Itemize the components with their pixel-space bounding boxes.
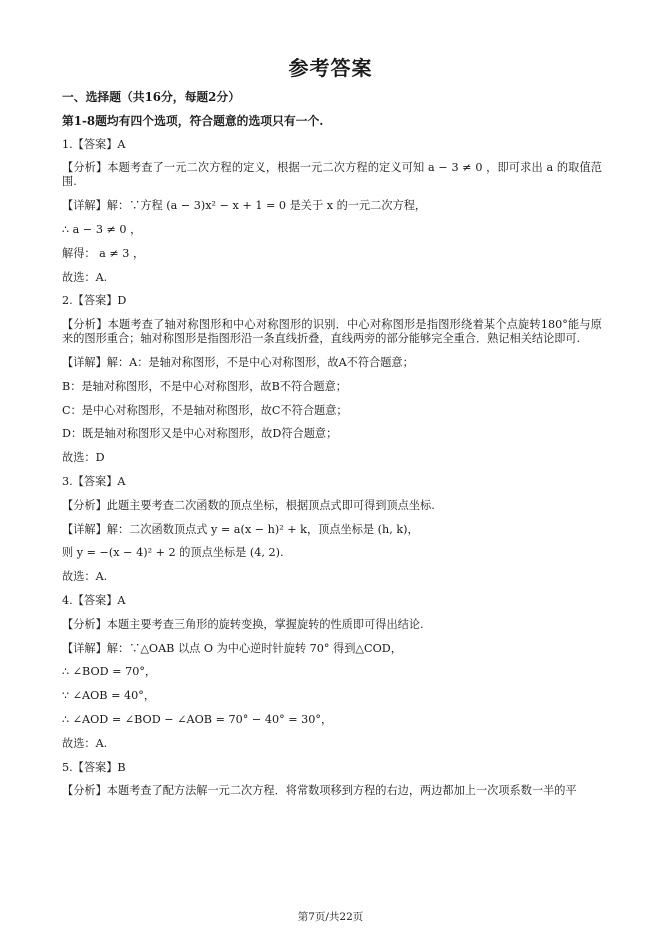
text-line: 【分析】本题主要考查三角形的旋转变换，掌握旋转的性质即可得出结论. [62,617,424,631]
page-title: 参考答案 [288,56,373,80]
text-line: 4.【答案】A [62,593,126,607]
text-line: 【分析】本题考查了轴对称图形和中心对称图形的识别．中心对称图形是指图形绕着某个点旋转180°能与原来的图形重合；轴对称图形是指图形沿一条直线折叠，直线两旁的部分能够完全重合．熟记相关结论即可. [62,318,602,346]
text-line: ∴ ∠BOD = 70°， [62,665,157,679]
text-line: 故选：D [62,451,105,465]
section-heading: 第1-8题均有四个选项，符合题意的选项只有一个. [62,113,324,128]
text-line: 【详解】解：二次函数顶点式 y = a(x − h)² + k，顶点坐标是 (h, k)， [62,522,419,536]
text-line: 1.【答案】A [62,137,126,151]
text-line: 故选：A. [62,570,108,584]
text-line: ∴ ∠AOD = ∠BOD − ∠AOB = 70° − 40° = 30°， [62,712,333,726]
page-footer: 第7页/共22页 [297,911,364,923]
text-line: 【详解】解：∵方程 (a − 3)x² − x + 1 = 0 是关于 x 的一元二次方程， [62,199,427,213]
text-line: 5.【答案】B [62,760,126,774]
text-line: 解得： a ≠ 3 ， [62,246,145,260]
text-line: 故选：A. [62,270,108,284]
text-line: 【分析】本题考查了配方法解一元二次方程．将常数项移到方程的右边，两边都加上一次项系数一半的平 [62,784,577,798]
text-line: 【分析】本题考查了一元二次方程的定义，根据一元二次方程的定义可知 a − 3 ≠ 0 ，即可求出 a 的取值范围. [62,161,602,189]
text-line: C：是中心对称图形，不是轴对称图形，故C不符合题意； [62,403,348,417]
text-line: ∴ a − 3 ≠ 0 ， [62,222,142,236]
text-line: 【分析】此题主要考查二次函数的顶点坐标，根据顶点式即可得到顶点坐标. [62,498,435,512]
text-line: B：是轴对称图形，不是中心对称图形，故B不符合题意； [62,379,347,393]
text-line: 故选：A. [62,736,108,750]
text-line: 【详解】解：A：是轴对称图形，不是中心对称图形，故A不符合题意； [62,355,414,369]
text-line: 3.【答案】A [62,474,126,488]
text-line: ∵ ∠AOB = 40°， [62,689,156,703]
text-line: 则 y = −(x − 4)² + 2 的顶点坐标是 (4, 2). [62,546,284,560]
answer-content [62,90,602,808]
text-line: D：既是轴对称图形又是中心对称图形，故D符合题意； [62,427,338,441]
section-heading: 一、选择题（共16分，每题2分） [62,90,240,104]
text-line: 【详解】解：∵△OAB 以点 O 为中心逆时针旋转 70° 得到△COD， [62,641,402,655]
text-line: 2.【答案】D [62,294,127,308]
